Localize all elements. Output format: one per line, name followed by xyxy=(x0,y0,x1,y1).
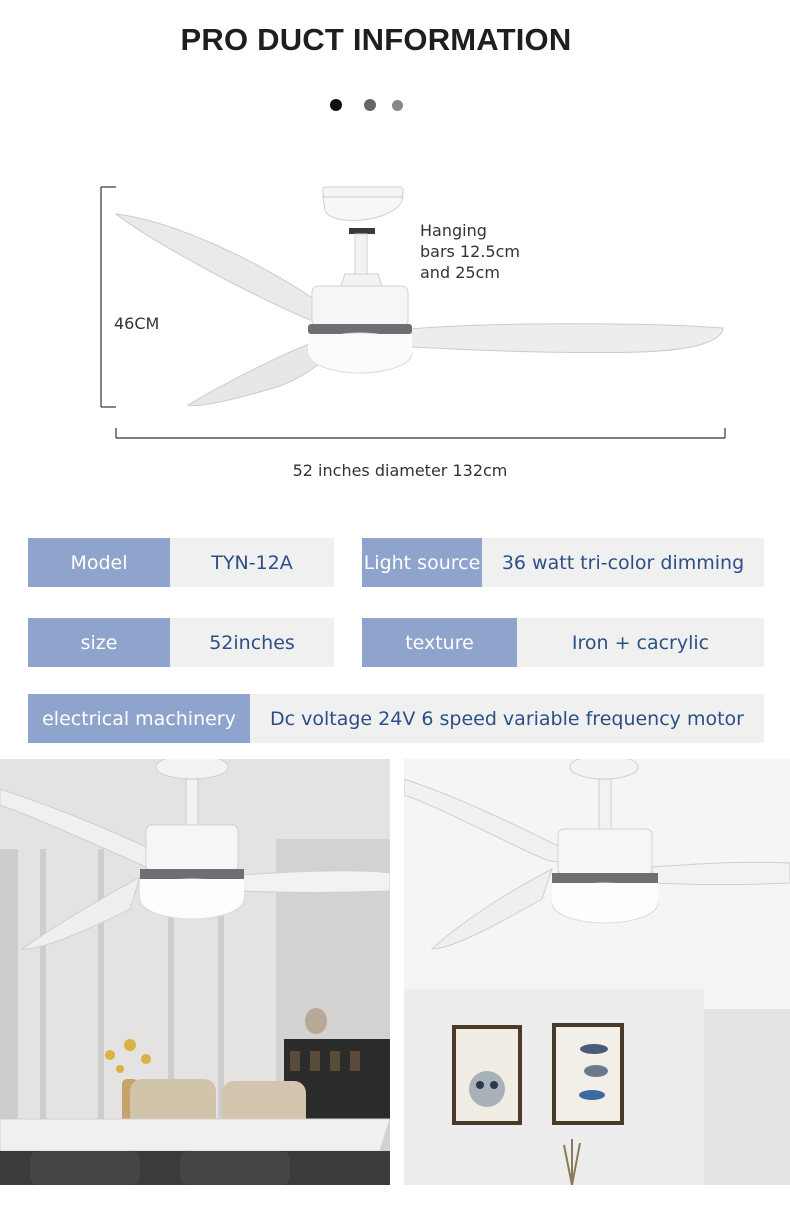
carousel-dots xyxy=(330,99,410,113)
fan-dimension-diagram xyxy=(0,150,790,500)
fan-motor-housing xyxy=(308,274,412,373)
height-bracket xyxy=(101,187,116,407)
carousel-dot-active[interactable] xyxy=(330,99,342,111)
carousel-dot[interactable] xyxy=(392,100,403,111)
spec-model xyxy=(28,538,334,587)
spec-motor-key: electrical machinery xyxy=(28,694,250,743)
page-title: PRO DUCT INFORMATION xyxy=(180,22,572,57)
diameter-label: 52 inches diameter 132cm xyxy=(292,461,508,480)
spec-motor xyxy=(28,694,764,743)
spec-texture-key: texture xyxy=(362,618,517,667)
diameter-bracket xyxy=(116,428,725,438)
spec-light-source-value: 36 watt tri-color dimming xyxy=(482,538,764,587)
spec-texture-value: Iron + cacrylic xyxy=(517,618,764,667)
spec-model-key: Model xyxy=(28,538,170,587)
spec-size xyxy=(28,618,334,667)
spec-size-key: size xyxy=(28,618,170,667)
spec-motor-value: Dc voltage 24V 6 speed variable frequency motor xyxy=(250,694,764,743)
spec-size-value: 52inches xyxy=(170,618,334,667)
living-room-fan-photo xyxy=(404,759,790,1185)
spec-light-source xyxy=(362,538,764,587)
dining-room-fan-photo xyxy=(0,759,390,1185)
hanging-bars-label: Hanging bars 12.5cm and 25cm xyxy=(420,221,520,282)
spec-model-value: TYN-12A xyxy=(170,538,334,587)
spec-texture xyxy=(362,618,764,667)
spec-light-source-key: Light source xyxy=(362,538,482,587)
height-label: 46CM xyxy=(114,314,160,333)
fan-canopy xyxy=(323,187,403,276)
carousel-dot[interactable] xyxy=(364,99,376,111)
